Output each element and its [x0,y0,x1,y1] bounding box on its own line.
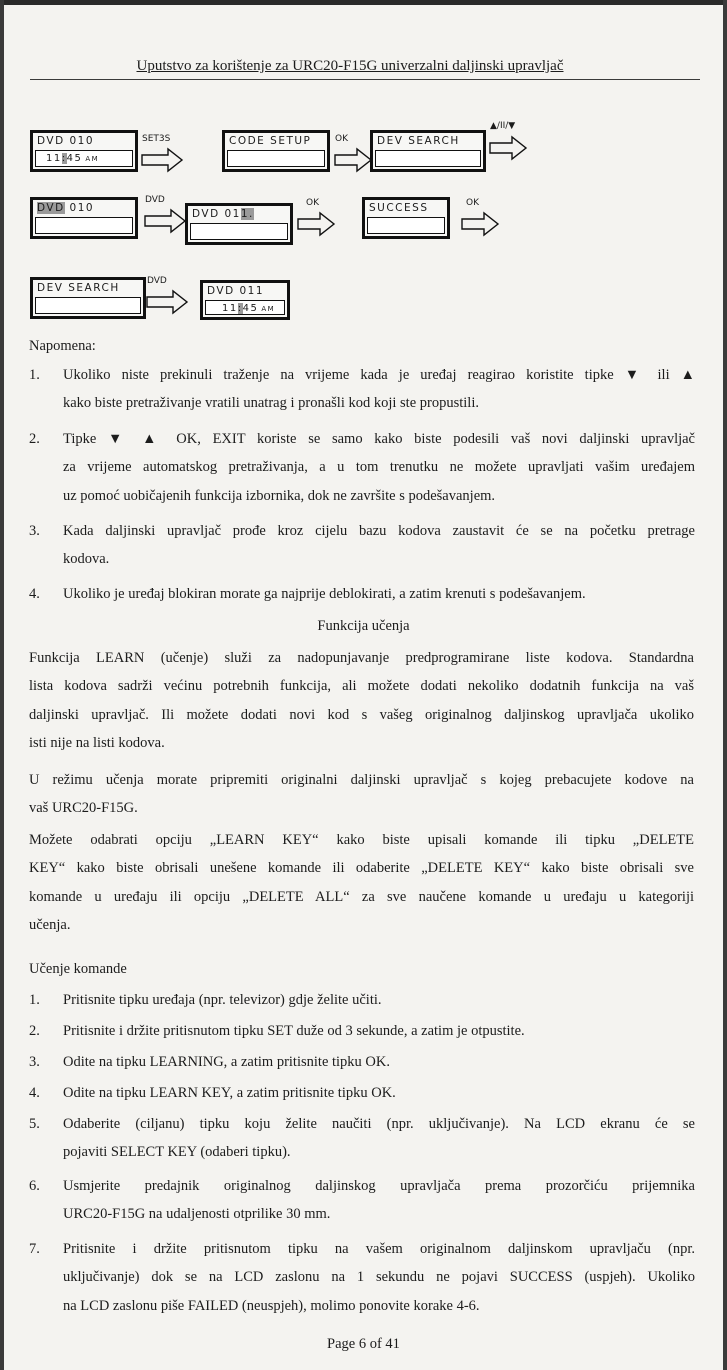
lcd-line1: DVD 010 [37,135,95,147]
lcd-line1: CODE SETUP [229,135,312,147]
lcd-hour: 11 [46,153,62,164]
arrow-ok [296,198,342,238]
arrow-label: OK [466,198,479,208]
arrow-set3s [140,134,190,174]
lcd-line1: DEV SEARCH [377,135,460,147]
page-top-edge [0,0,727,5]
right-arrow-icon [296,211,336,237]
arrow-nav-keys [488,121,542,171]
page-number: Page 6 of 41 [327,1336,400,1352]
lcd-dev-search [30,277,146,319]
lcd-code: 010 [64,202,95,214]
lcd-line1: DVD 011 [207,285,265,297]
lcd-hour: 11 [222,303,238,314]
lcd-dvd-011-time [200,280,290,320]
lcd-dvd-010 [30,197,138,239]
lcd-colon-blink: : [61,153,67,164]
page-right-edge [723,0,727,1370]
lcd-device-blink: DVD [37,202,65,214]
arrow-ok [460,198,506,238]
nav-keys-label: ▲/II/▼ [490,121,516,131]
paragraph-learn-options: Možete odabrati opciju „LEARN KEY“ kako biste upisali komande ili tipku „DELETE KEY“ kako biste obrisali unešene komande ili odaberite „DELETE KEY“ kako biste obrisali sve komande u uređaju ili opciju „DELETE ALL“ za sve naučene komande u uređaju u kategoriji učenja. [29,832,694,934]
lcd-dvd-011-entry [185,203,293,245]
steps-heading: Učenje komande [29,961,127,977]
arrow-label: OK [335,134,348,144]
section-title: Funkcija učenja [317,618,410,634]
right-arrow-icon [143,208,187,234]
lcd-dvd-010-time [30,130,138,172]
lcd-minute: 45 [242,303,259,314]
right-arrow-icon [140,147,184,173]
lcd-ampm: AM [85,155,100,163]
lcd-code-cursor: 1. [240,208,254,220]
arrow-label: SET3S [142,134,171,144]
arrow-dvd [145,276,195,316]
right-arrow-icon [460,211,500,237]
right-arrow-icon [145,289,189,315]
lcd-code-setup [222,130,330,172]
lcd-minute: 45 [66,153,83,164]
right-arrow-icon [333,147,373,173]
page-header: Uputstvo za korištenje za URC20-F15G univerzalni daljinski upravljač [136,58,564,74]
lcd-ampm: AM [261,305,276,313]
page-left-edge [0,0,4,1370]
paragraph-learn-intro: Funkcija LEARN (učenje) služi za nadopunjavanje predprogramirane liste kodova. Standardna lista kodova sadrži većinu potrebnih funkcija, ali možete dodati nekoliko dodatnih funkcija na vaš daljinski upravljač. Ili možete dodati novi kod s vašeg originalnog daljinskog upravljača ukoliko isti nije na listi kodova. [29,650,694,752]
lcd-line1: SUCCESS [369,202,429,214]
arrow-label: DVD [145,195,165,205]
arrow-label: DVD [147,276,167,286]
lcd-code-prefix: DVD 01 [192,208,241,220]
right-arrow-icon [488,135,528,161]
lcd-success [362,197,450,239]
lcd-colon-blink: : [237,303,243,314]
lcd-line1: DEV SEARCH [37,282,120,294]
notes-heading: Napomena: [29,338,96,354]
arrow-label: OK [306,198,319,208]
lcd-dev-search [370,130,486,172]
paragraph-learn-mode: U režimu učenja morate pripremiti originalni daljinski upravljač s kojeg prebacujete kodove na vaš URC20-F15G. [29,772,694,817]
header-rule [30,79,700,80]
